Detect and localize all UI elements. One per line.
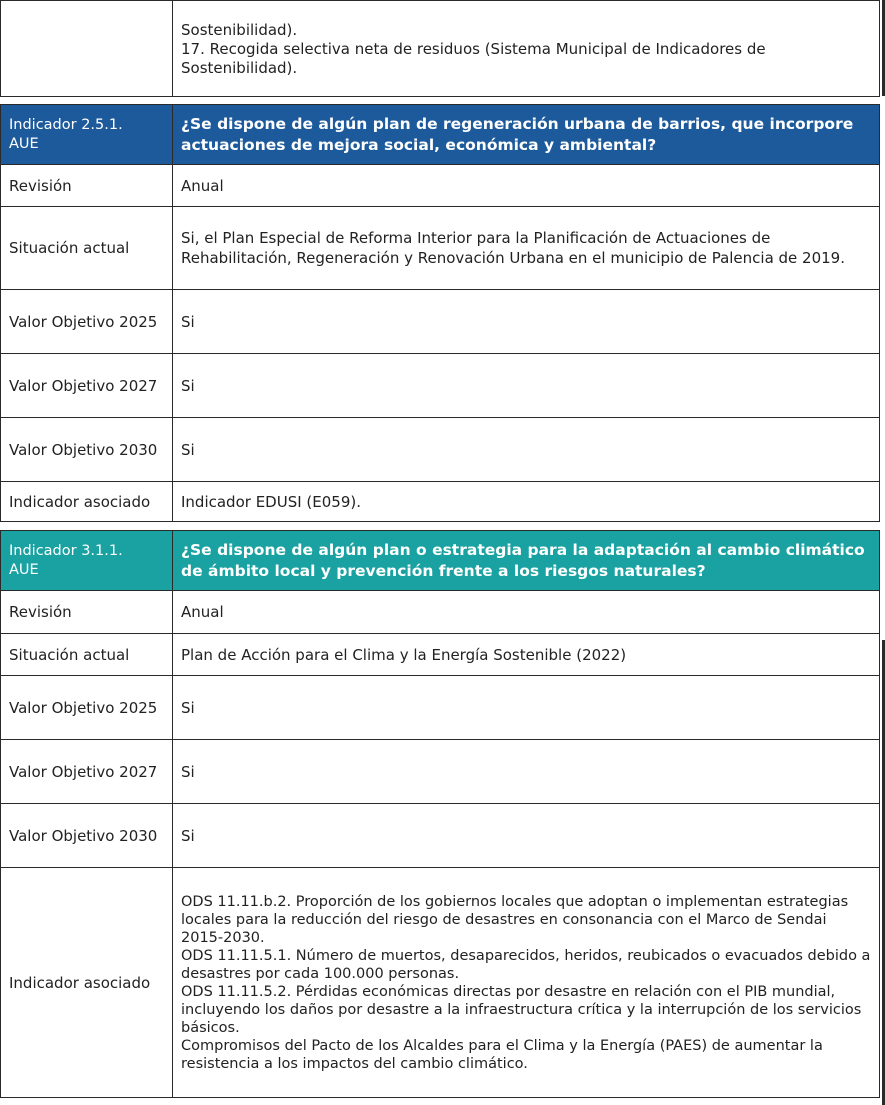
- associated-indicator-item: ODS 11.11.b.2. Proporción de los gobiernos locales que adoptan o implementan estrategias locales para la reducción del riesgo de desastres en consonancia con el Marco de Sendai 2015-2030.: [181, 893, 849, 946]
- indicator-311-table: [0, 530, 880, 1098]
- continuation-line: Sostenibilidad).: [181, 59, 298, 77]
- row-value: Si: [173, 804, 880, 868]
- table-row: [1, 418, 880, 482]
- row-value: Anual: [173, 591, 880, 634]
- associated-indicator-item: ODS 11.11.5.1. Número de muertos, desaparecidos, heridos, reubicados o evacuados debido a desastres por cada 100.000 personas.: [181, 947, 871, 982]
- table-row: [1, 676, 880, 740]
- row-value: Si: [173, 418, 880, 482]
- row-value: Si, el Plan Especial de Reforma Interior para la Planificación de Actuaciones de Rehabilitación, Regeneración y Renovación Urbana en el municipio de Palencia de 2019.: [173, 207, 880, 290]
- continuation-value-cell: [173, 1, 880, 97]
- indicator-251-table: [0, 104, 880, 522]
- table-row: [1, 165, 880, 207]
- continuation-line: Sostenibilidad).: [181, 21, 298, 39]
- indicator-311-label: Indicador 3.1.1. AUE: [1, 531, 173, 591]
- table-row: [1, 804, 880, 868]
- row-label: Revisión: [1, 591, 173, 634]
- table-row: [1, 207, 880, 290]
- table-row: [1, 868, 880, 1098]
- associated-indicator-item: ODS 11.11.5.2. Pérdidas económicas directas por desastre en relación con el PIB mundial, incluyendo los daños por desastre a la infraestructura crítica y la interrupción de los servicios básicos.: [181, 983, 862, 1036]
- table-row: [1, 354, 880, 418]
- row-label: Valor Objetivo 2027: [1, 740, 173, 804]
- indicator-311-header: [1, 531, 880, 591]
- row-label: Valor Objetivo 2030: [1, 418, 173, 482]
- row-label: Revisión: [1, 165, 173, 207]
- indicator-251-header: [1, 105, 880, 165]
- row-label: Valor Objetivo 2025: [1, 676, 173, 740]
- table-row: [1, 482, 880, 522]
- row-value: Si: [173, 290, 880, 354]
- row-label: Indicador asociado: [1, 482, 173, 522]
- row-value: Si: [173, 354, 880, 418]
- table-row: [1, 290, 880, 354]
- row-label: Valor Objetivo 2030: [1, 804, 173, 868]
- row-value: Si: [173, 740, 880, 804]
- indicator-251-label: Indicador 2.5.1. AUE: [1, 105, 173, 165]
- row-label: Indicador asociado: [1, 868, 173, 1098]
- row-value: Anual: [173, 165, 880, 207]
- table-row: [1, 591, 880, 634]
- associated-indicator-item: Compromisos del Pacto de los Alcaldes para el Clima y la Energía (PAES) de aumentar la resistencia a los impactos del cambio climático.: [181, 1037, 823, 1072]
- table-row: [1, 740, 880, 804]
- indicator-311-question: ¿Se dispone de algún plan o estrategia para la adaptación al cambio climático de ámbito local y prevención frente a los riesgos naturales?: [173, 531, 880, 591]
- row-value: Plan de Acción para el Clima y la Energía Sostenible (2022): [173, 634, 880, 676]
- associated-indicators-cell: [173, 868, 880, 1098]
- row-value: Si: [173, 676, 880, 740]
- row-label: Situación actual: [1, 634, 173, 676]
- continuation-table: [0, 0, 880, 97]
- row-value: Indicador EDUSI (E059).: [173, 482, 880, 522]
- row-label: Situación actual: [1, 207, 173, 290]
- continuation-label-cell: [1, 1, 173, 97]
- continuation-line: 17. Recogida selectiva neta de residuos (Sistema Municipal de Indicadores de: [181, 40, 766, 58]
- row-label: Valor Objetivo 2027: [1, 354, 173, 418]
- indicator-251-question: ¿Se dispone de algún plan de regeneración urbana de barrios, que incorpore actuaciones de mejora social, económica y ambiental?: [173, 105, 880, 165]
- table-row: [1, 634, 880, 676]
- row-label: Valor Objetivo 2025: [1, 290, 173, 354]
